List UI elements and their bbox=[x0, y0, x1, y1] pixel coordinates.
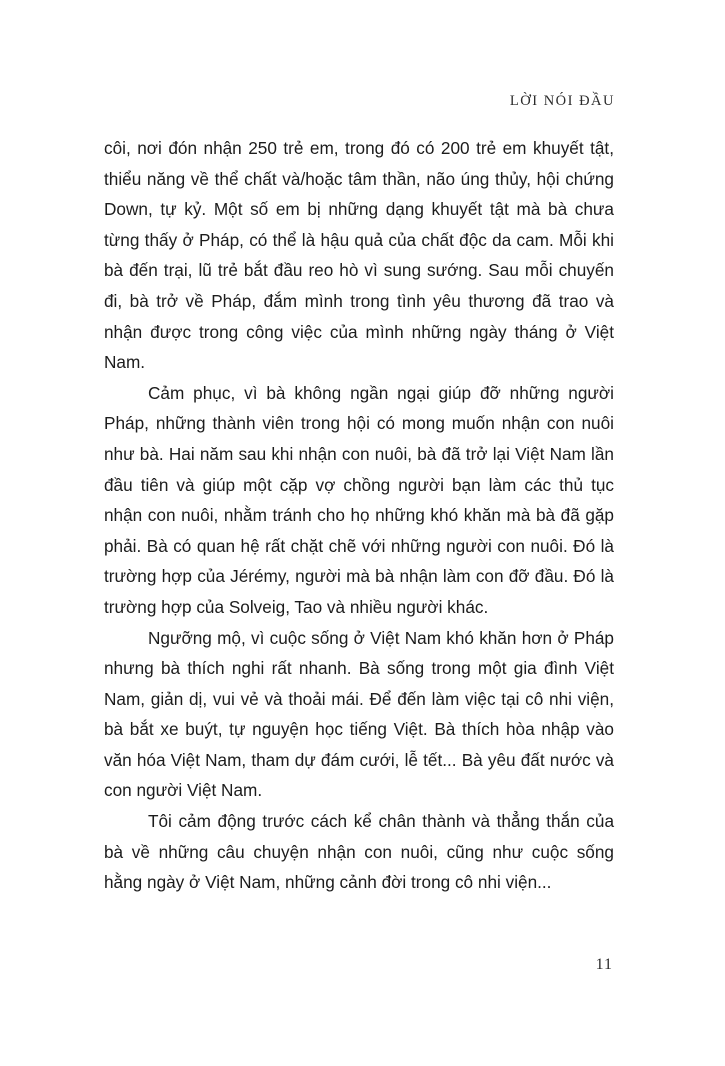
body-text bbox=[104, 133, 614, 898]
page-number: 11 bbox=[595, 956, 613, 973]
paragraph: Ngưỡng mộ, vì cuộc sống ở Việt Nam khó khăn hơn ở Pháp nhưng bà thích nghi rất nhanh. Bà sống trong một gia đình Việt Nam, giản dị, vui vẻ và thoải mái. Để đến làm việc tại cô nhi viện, bà bắt xe buýt, tự nguyện học tiếng Việt. Bà thích hòa nhập vào văn hóa Việt Nam, tham dự đám cưới, lễ tết... Bà yêu đất nước và con người Việt Nam. bbox=[104, 627, 614, 801]
paragraph-continuation: côi, nơi đón nhận 250 trẻ em, trong đó có 200 trẻ em khuyết tật, thiểu năng về thể chất và/hoặc tâm thần, não úng thủy, hội chứng Down, tự kỷ. Một số em bị những dạng khuyết tật mà bà chưa từng thấy ở Pháp, có thể là hậu quả của chất độc da cam. Mỗi khi bà đến trại, lũ trẻ bắt đầu reo hò vì sung sướng. Sau mỗi chuyến đi, bà trở về Pháp, đắm mình trong tình yêu thương đã trao và nhận được trong công việc của mình những ngày tháng ở Việt Nam. bbox=[104, 138, 614, 373]
running-header: LỜI NÓI ĐẦU bbox=[509, 93, 615, 109]
paragraph: Tôi cảm động trước cách kể chân thành và thẳng thắn của bà về những câu chuyện nhận con nuôi, cũng như cuộc sống hằng ngày ở Việt Nam, những cảnh đời trong cô nhi viện... bbox=[104, 811, 614, 893]
paragraph: Cảm phục, vì bà không ngần ngại giúp đỡ những người Pháp, những thành viên trong hội có mong muốn nhận con nuôi như bà. Hai năm sau khi nhận con nuôi, bà đã trở lại Việt Nam lần đầu tiên và giúp một cặp vợ chồng người bạn làm các thủ tục nhận con nuôi, nhằm tránh cho họ những khó khăn mà bà đã gặp phải. Bà có quan hệ rất chặt chẽ với những người con nuôi. Đó là trường hợp của Jérémy, người mà bà nhận làm con đỡ đầu. Đó là trường hợp của Solveig, Tao và nhiều người khác. bbox=[104, 382, 614, 617]
